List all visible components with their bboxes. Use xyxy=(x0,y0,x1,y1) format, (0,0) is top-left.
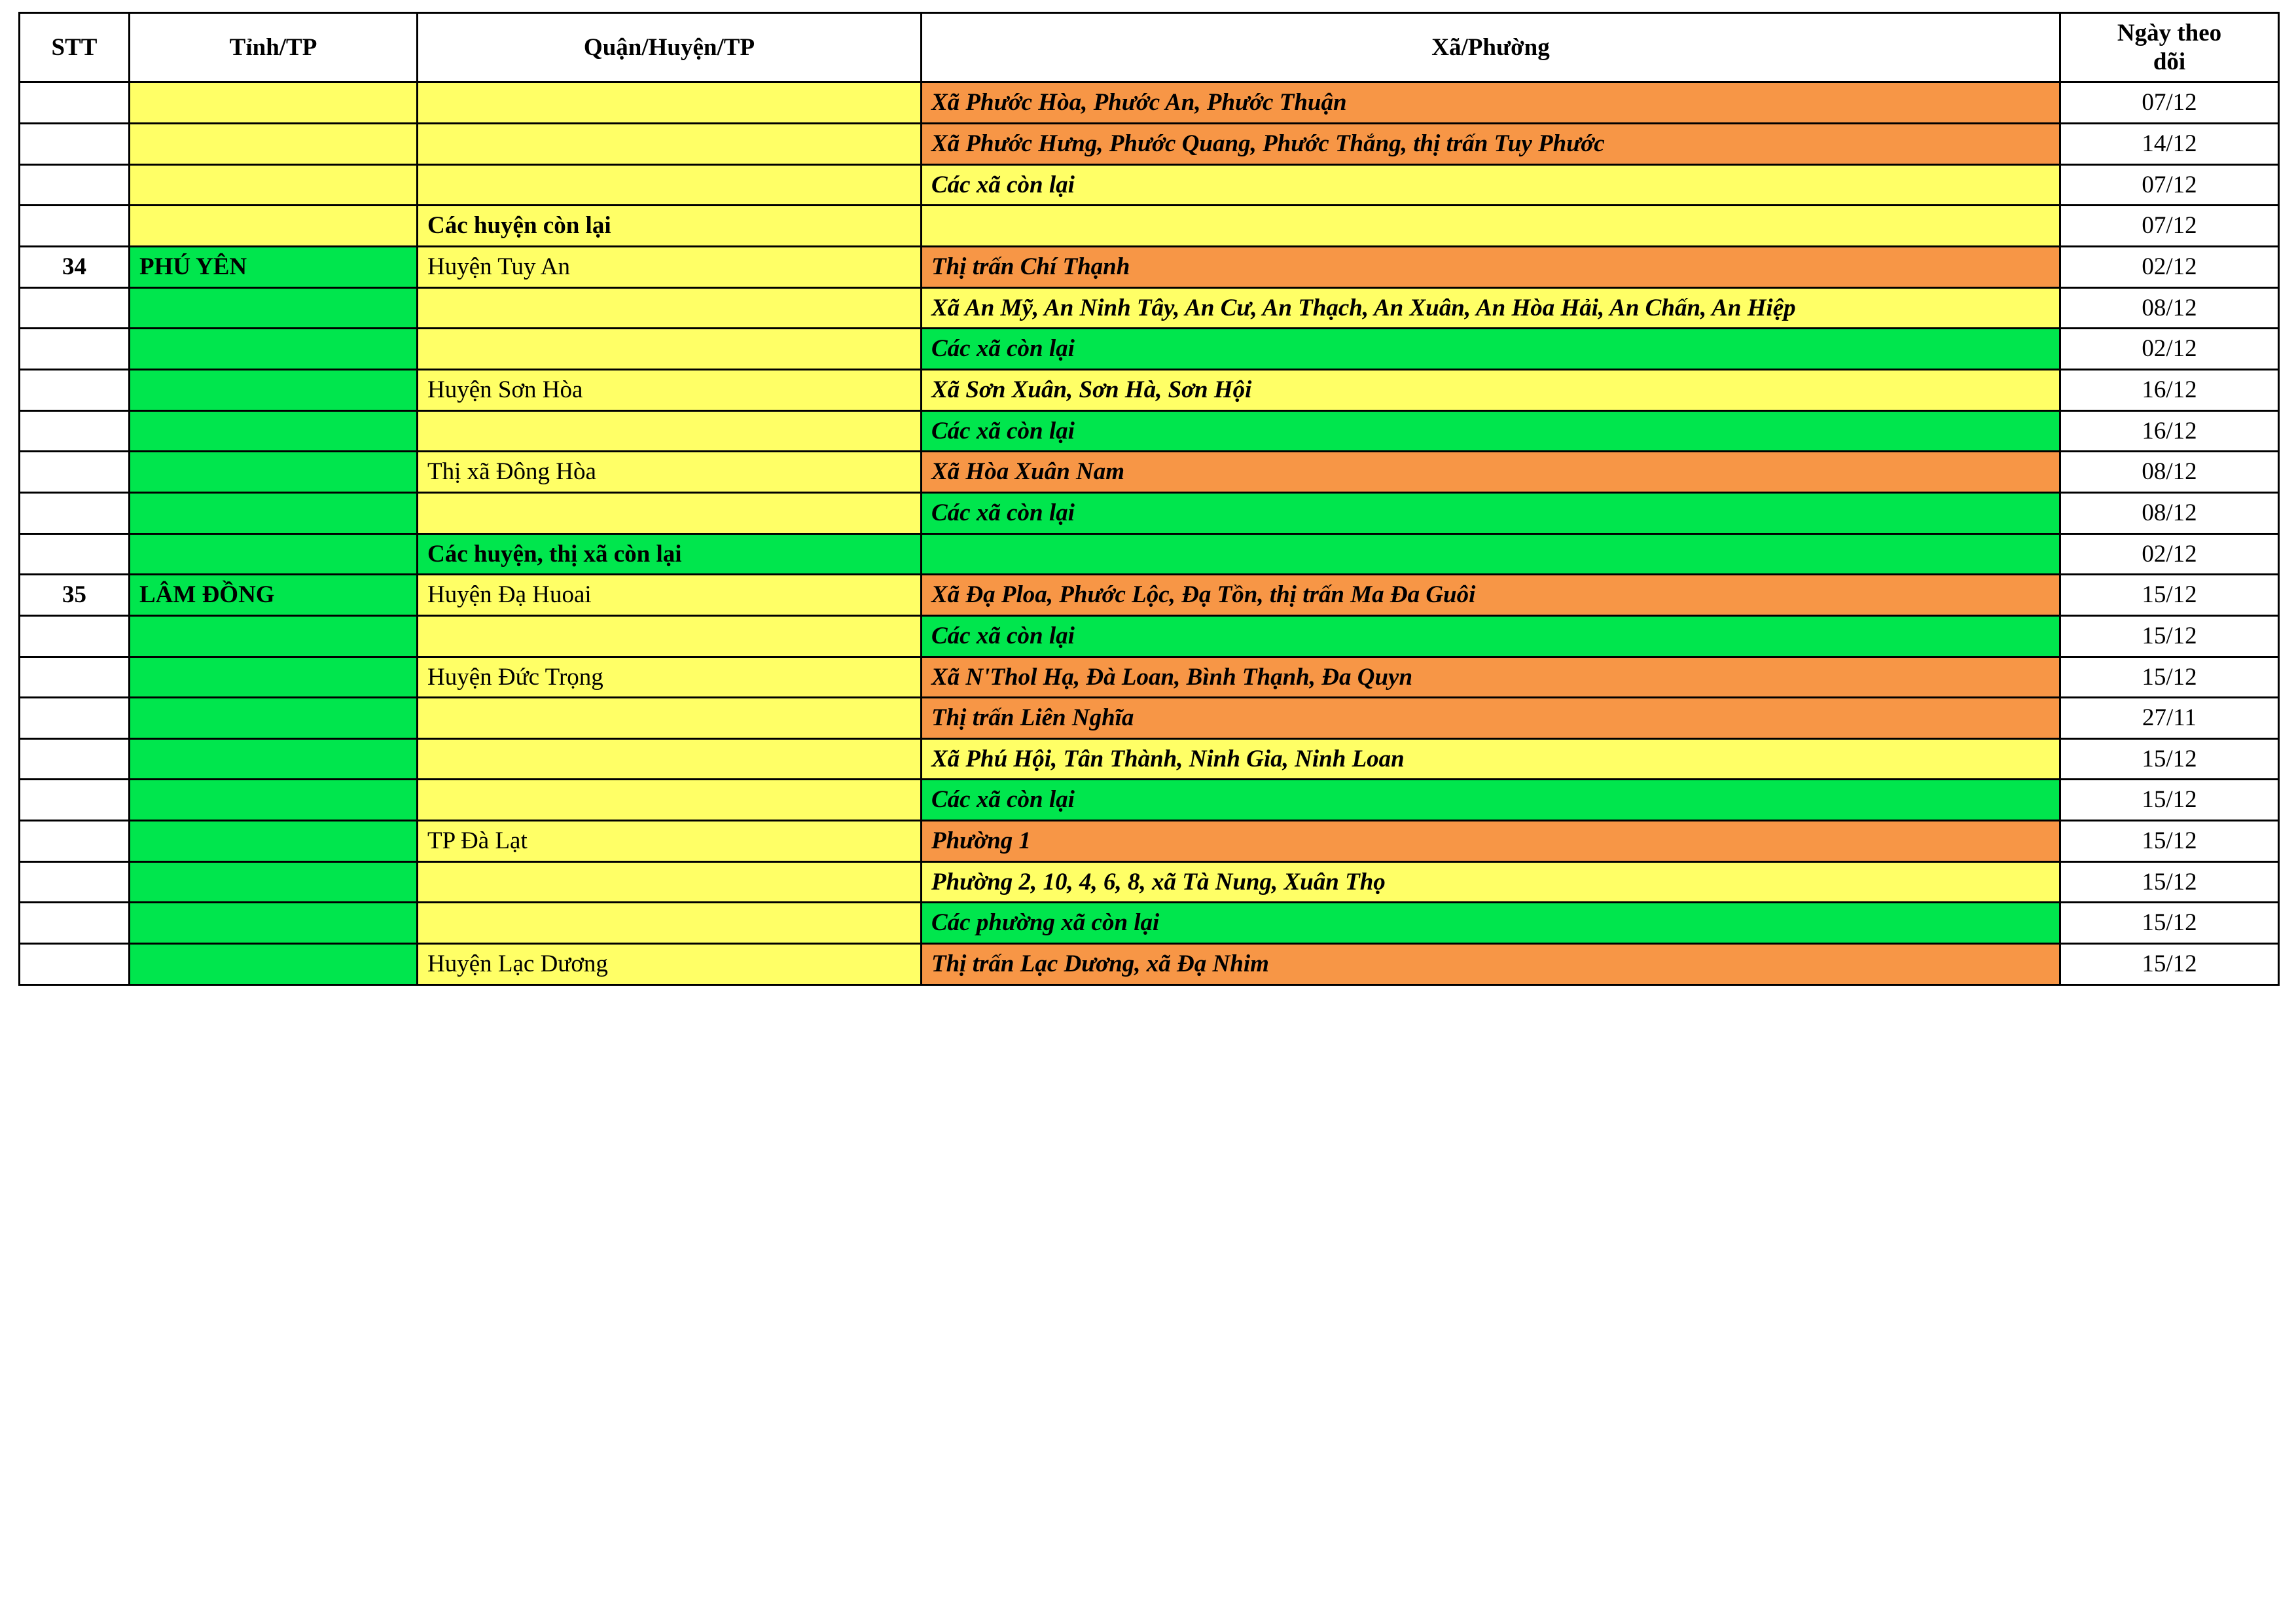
cell-ward[interactable]: Các xã còn lại xyxy=(922,780,2060,821)
cell-district[interactable]: Huyện Tuy An xyxy=(418,246,922,287)
table-row xyxy=(20,82,2279,124)
cell-date[interactable]: 08/12 xyxy=(2060,492,2279,533)
column-header-province: Tỉnh/TP xyxy=(130,13,418,82)
table-row xyxy=(20,329,2279,370)
table-row xyxy=(20,206,2279,247)
monitoring-table xyxy=(18,12,2280,986)
cell-province[interactable] xyxy=(130,615,418,657)
cell-date[interactable]: 08/12 xyxy=(2060,452,2279,493)
table-row xyxy=(20,903,2279,944)
cell-district[interactable] xyxy=(418,615,922,657)
cell-stt[interactable] xyxy=(20,903,130,944)
column-header-stt: STT xyxy=(20,13,130,82)
cell-stt[interactable] xyxy=(20,698,130,739)
cell-district[interactable] xyxy=(418,164,922,206)
cell-district[interactable]: Huyện Đức Trọng xyxy=(418,657,922,698)
cell-stt[interactable] xyxy=(20,164,130,206)
cell-district[interactable]: Huyện Đạ Huoai xyxy=(418,575,922,616)
cell-district[interactable]: Huyện Lạc Dương xyxy=(418,944,922,985)
cell-stt[interactable] xyxy=(20,123,130,164)
cell-stt[interactable] xyxy=(20,780,130,821)
cell-province[interactable] xyxy=(130,369,418,410)
cell-ward[interactable]: Xã N'Thol Hạ, Đà Loan, Bình Thạnh, Đa Quyn xyxy=(922,657,2060,698)
cell-ward[interactable]: Thị trấn Lạc Dương, xã Đạ Nhim xyxy=(922,944,2060,985)
table-row xyxy=(20,492,2279,533)
cell-ward[interactable]: Xã An Mỹ, An Ninh Tây, An Cư, An Thạch, An Xuân, An Hòa Hải, An Chấn, An Hiệp xyxy=(922,287,2060,329)
cell-district[interactable] xyxy=(418,903,922,944)
cell-district[interactable] xyxy=(418,329,922,370)
cell-date[interactable]: 15/12 xyxy=(2060,780,2279,821)
cell-ward[interactable]: Xã Phước Hưng, Phước Quang, Phước Thắng, thị trấn Tuy Phước xyxy=(922,123,2060,164)
cell-stt[interactable] xyxy=(20,410,130,452)
cell-stt[interactable] xyxy=(20,944,130,985)
cell-district[interactable] xyxy=(418,123,922,164)
cell-stt[interactable] xyxy=(20,861,130,903)
cell-province[interactable] xyxy=(130,123,418,164)
cell-ward[interactable]: Xã Phước Hòa, Phước An, Phước Thuận xyxy=(922,82,2060,124)
cell-ward[interactable]: Phường 1 xyxy=(922,821,2060,862)
cell-ward[interactable]: Các xã còn lại xyxy=(922,492,2060,533)
table-row xyxy=(20,246,2279,287)
table-row xyxy=(20,821,2279,862)
cell-province[interactable] xyxy=(130,287,418,329)
table-body xyxy=(20,82,2279,984)
table-row xyxy=(20,861,2279,903)
cell-ward[interactable]: Phường 2, 10, 4, 6, 8, xã Tà Nung, Xuân Thọ xyxy=(922,861,2060,903)
cell-district[interactable]: Huyện Sơn Hòa xyxy=(418,369,922,410)
cell-province[interactable] xyxy=(130,533,418,575)
cell-date[interactable]: 16/12 xyxy=(2060,410,2279,452)
cell-province[interactable] xyxy=(130,944,418,985)
cell-date[interactable]: 02/12 xyxy=(2060,329,2279,370)
table-row xyxy=(20,657,2279,698)
table-row xyxy=(20,533,2279,575)
cell-ward[interactable] xyxy=(922,533,2060,575)
cell-date[interactable]: 15/12 xyxy=(2060,821,2279,862)
table-row xyxy=(20,575,2279,616)
cell-ward[interactable]: Xã Đạ Ploa, Phước Lộc, Đạ Tồn, thị trấn Ma Đa Guôi xyxy=(922,575,2060,616)
table-row xyxy=(20,698,2279,739)
column-header-date xyxy=(2060,13,2279,82)
cell-stt[interactable] xyxy=(20,533,130,575)
cell-date[interactable]: 07/12 xyxy=(2060,82,2279,124)
cell-district[interactable] xyxy=(418,492,922,533)
cell-ward[interactable]: Các xã còn lại xyxy=(922,164,2060,206)
cell-date[interactable]: 15/12 xyxy=(2060,861,2279,903)
cell-ward[interactable]: Xã Phú Hội, Tân Thành, Ninh Gia, Ninh Loan xyxy=(922,738,2060,780)
cell-province[interactable] xyxy=(130,329,418,370)
table-row xyxy=(20,123,2279,164)
cell-date[interactable]: 16/12 xyxy=(2060,369,2279,410)
cell-stt[interactable] xyxy=(20,287,130,329)
cell-district[interactable] xyxy=(418,410,922,452)
table-row xyxy=(20,944,2279,985)
cell-stt[interactable] xyxy=(20,657,130,698)
cell-ward[interactable]: Các xã còn lại xyxy=(922,615,2060,657)
cell-date[interactable]: 15/12 xyxy=(2060,657,2279,698)
cell-district[interactable]: TP Đà Lạt xyxy=(418,821,922,862)
table-header-row xyxy=(20,13,2279,82)
cell-ward[interactable]: Các xã còn lại xyxy=(922,410,2060,452)
cell-date[interactable]: 15/12 xyxy=(2060,903,2279,944)
cell-district[interactable] xyxy=(418,861,922,903)
column-header-date-line2: dõi xyxy=(2153,48,2186,75)
cell-date[interactable]: 07/12 xyxy=(2060,206,2279,247)
cell-stt[interactable] xyxy=(20,821,130,862)
cell-province[interactable] xyxy=(130,738,418,780)
table-row xyxy=(20,369,2279,410)
cell-district[interactable]: Các huyện, thị xã còn lại xyxy=(418,533,922,575)
cell-province[interactable]: LÂM ĐỒNG xyxy=(130,575,418,616)
cell-date[interactable]: 02/12 xyxy=(2060,533,2279,575)
column-header-district: Quận/Huyện/TP xyxy=(418,13,922,82)
cell-province[interactable] xyxy=(130,780,418,821)
cell-ward[interactable]: Các xã còn lại xyxy=(922,329,2060,370)
cell-date[interactable]: 15/12 xyxy=(2060,615,2279,657)
cell-district[interactable] xyxy=(418,780,922,821)
cell-district[interactable] xyxy=(418,738,922,780)
column-header-ward: Xã/Phường xyxy=(922,13,2060,82)
table-row xyxy=(20,410,2279,452)
cell-date[interactable]: 15/12 xyxy=(2060,738,2279,780)
cell-stt[interactable] xyxy=(20,492,130,533)
cell-district[interactable]: Thị xã Đông Hòa xyxy=(418,452,922,493)
cell-date[interactable]: 15/12 xyxy=(2060,575,2279,616)
cell-province[interactable] xyxy=(130,861,418,903)
cell-stt[interactable] xyxy=(20,615,130,657)
table-row xyxy=(20,287,2279,329)
cell-province[interactable]: PHÚ YÊN xyxy=(130,246,418,287)
cell-province[interactable] xyxy=(130,698,418,739)
cell-ward[interactable]: Thị trấn Chí Thạnh xyxy=(922,246,2060,287)
cell-district[interactable]: Các huyện còn lại xyxy=(418,206,922,247)
cell-province[interactable] xyxy=(130,82,418,124)
cell-stt[interactable] xyxy=(20,738,130,780)
cell-ward[interactable]: Xã Sơn Xuân, Sơn Hà, Sơn Hội xyxy=(922,369,2060,410)
cell-province[interactable] xyxy=(130,821,418,862)
cell-date[interactable]: 07/12 xyxy=(2060,164,2279,206)
table-row xyxy=(20,615,2279,657)
cell-stt[interactable] xyxy=(20,369,130,410)
table-row xyxy=(20,738,2279,780)
table-row xyxy=(20,452,2279,493)
cell-ward[interactable]: Xã Hòa Xuân Nam xyxy=(922,452,2060,493)
cell-ward[interactable]: Các phường xã còn lại xyxy=(922,903,2060,944)
cell-stt[interactable]: 35 xyxy=(20,575,130,616)
cell-province[interactable] xyxy=(130,164,418,206)
cell-district[interactable] xyxy=(418,287,922,329)
cell-province[interactable] xyxy=(130,657,418,698)
cell-date[interactable]: 15/12 xyxy=(2060,944,2279,985)
cell-district[interactable] xyxy=(418,698,922,739)
cell-date[interactable]: 02/12 xyxy=(2060,246,2279,287)
cell-district[interactable] xyxy=(418,82,922,124)
cell-stt[interactable] xyxy=(20,82,130,124)
cell-province[interactable] xyxy=(130,452,418,493)
cell-stt[interactable] xyxy=(20,329,130,370)
cell-ward[interactable]: Thị trấn Liên Nghĩa xyxy=(922,698,2060,739)
column-header-date-line1: Ngày theo xyxy=(2117,20,2222,46)
cell-date[interactable]: 08/12 xyxy=(2060,287,2279,329)
cell-province[interactable] xyxy=(130,206,418,247)
cell-ward[interactable] xyxy=(922,206,2060,247)
cell-stt[interactable] xyxy=(20,452,130,493)
table-row xyxy=(20,164,2279,206)
cell-province[interactable] xyxy=(130,410,418,452)
cell-stt[interactable] xyxy=(20,206,130,247)
table-row xyxy=(20,780,2279,821)
cell-date[interactable]: 14/12 xyxy=(2060,123,2279,164)
cell-province[interactable] xyxy=(130,492,418,533)
cell-province[interactable] xyxy=(130,903,418,944)
cell-date[interactable]: 27/11 xyxy=(2060,698,2279,739)
cell-stt[interactable]: 34 xyxy=(20,246,130,287)
